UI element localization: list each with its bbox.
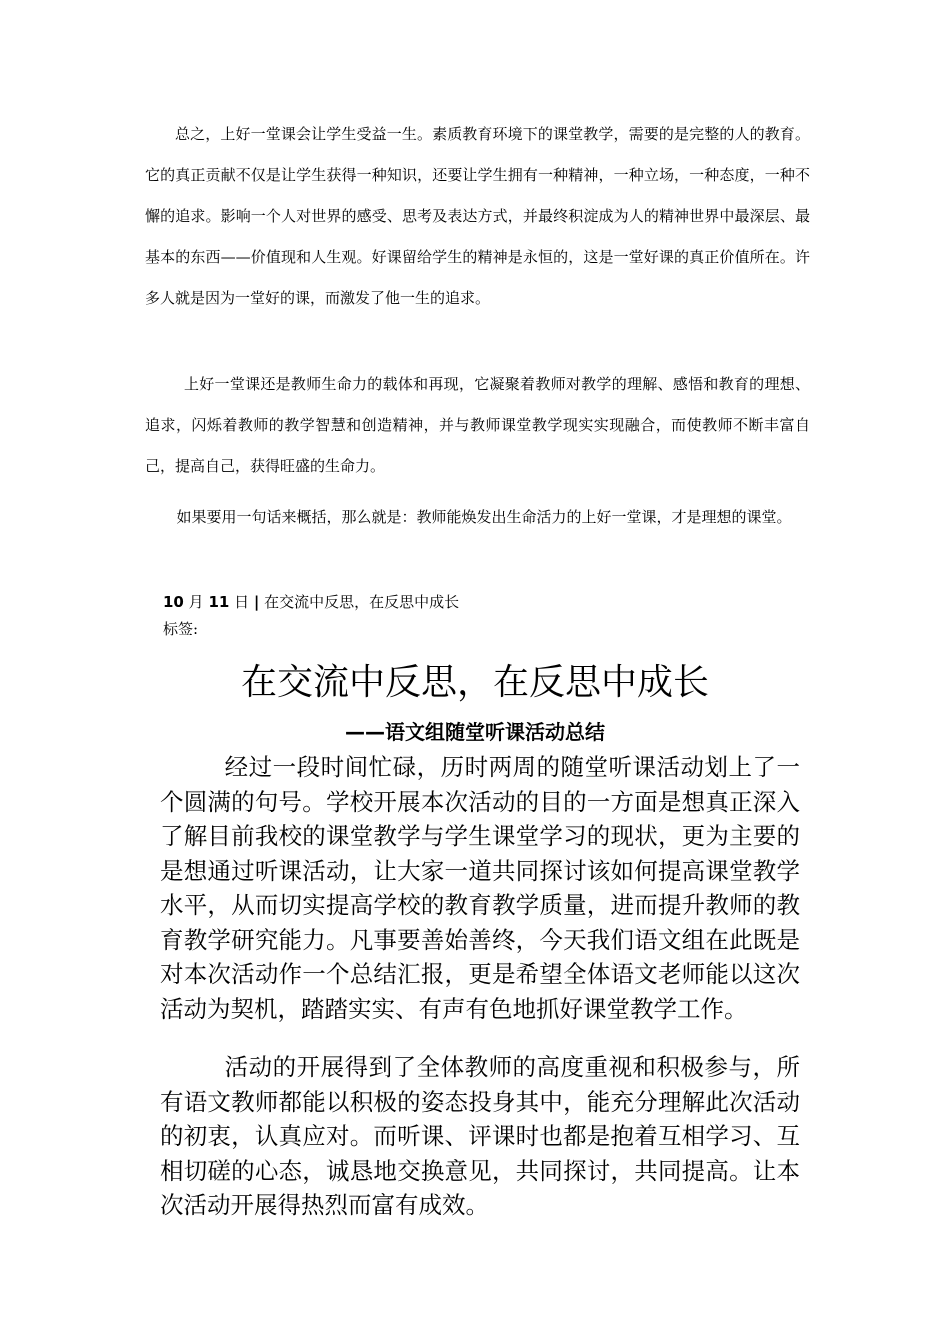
article-title: 在交流中反思，在反思中成长: [240, 662, 709, 703]
article-paragraph-1: 经过一段时间忙碌，历时两周的随堂听课活动划上了一个圆满的句号。学校开展本次活动的目的一方面是想真正深入了解目前我校的课堂教学与学生课堂学习的现状，更为主要的是想通过听课活动，让大家一道共同探讨该如何提高课堂教学水平，从而切实提高学校的教育教学质量，进而提升教师的教育教学研究能力。凡事要善始善终，今天我们语文组在此既是对本次活动作一个总结汇报，更是希望全体语文老师能以这次活动为契机，踏踏实实、有声有色地抓好课堂教学工作。: [160, 753, 800, 1023]
intro-paragraph-3: 如果要用一句话来概括，那么就是：教师能焕发出生命活力的上好一堂课，才是理想的课堂。: [176, 508, 792, 526]
post-tags-label: 标签:: [163, 620, 199, 638]
article-subtitle: ——语文组随堂听课活动总结: [345, 720, 605, 744]
post-day-unit: 日: [234, 593, 250, 611]
post-day: 11: [208, 593, 230, 611]
post-separator: |: [253, 593, 260, 611]
intro-paragraph-1: 总之，上好一堂课会让学生受益一生。素质教育环境下的课堂教学，需要的是完整的人的教育。它的真正贡献不仅是让学生获得一种知识，还要让学生拥有一种精神，一种立场，一种态度，一种不懈的追求。影响一个人对世界的感受、思考及表达方式，并最终积淀成为人的精神世界中最深层、最基本的东西——价值现和人生观。好课留给学生的精神是永恒的，这是一堂好课的真正价值所在。许多人就是因为一堂好的课，而激发了他一生的追求。: [145, 125, 810, 307]
post-link-title[interactable]: 在交流中反思，在反思中成长: [264, 593, 460, 611]
article-paragraph-2: 活动的开展得到了全体教师的高度重视和积极参与，所有语文教师都能以积极的姿态投身其中，能充分理解此次活动的初衷，认真应对。而听课、评课时也都是抱着互相学习、互相切磋的心态，诚恳地交换意见，共同探讨，共同提高。让本次活动开展得热烈而富有成效。: [160, 1053, 800, 1219]
post-month-unit: 月: [188, 593, 204, 611]
post-month: 10: [163, 593, 184, 611]
intro-paragraph-2: 上好一堂课还是教师生命力的载体和再现，它凝聚着教师对教学的理解、感悟和教育的理想、追求，闪烁着教师的教学智慧和创造精神，并与教师课堂教学现实实现融合，而使教师不断丰富自己，提高自己，获得旺盛的生命力。: [145, 375, 810, 475]
post-date-line: [163, 591, 459, 613]
